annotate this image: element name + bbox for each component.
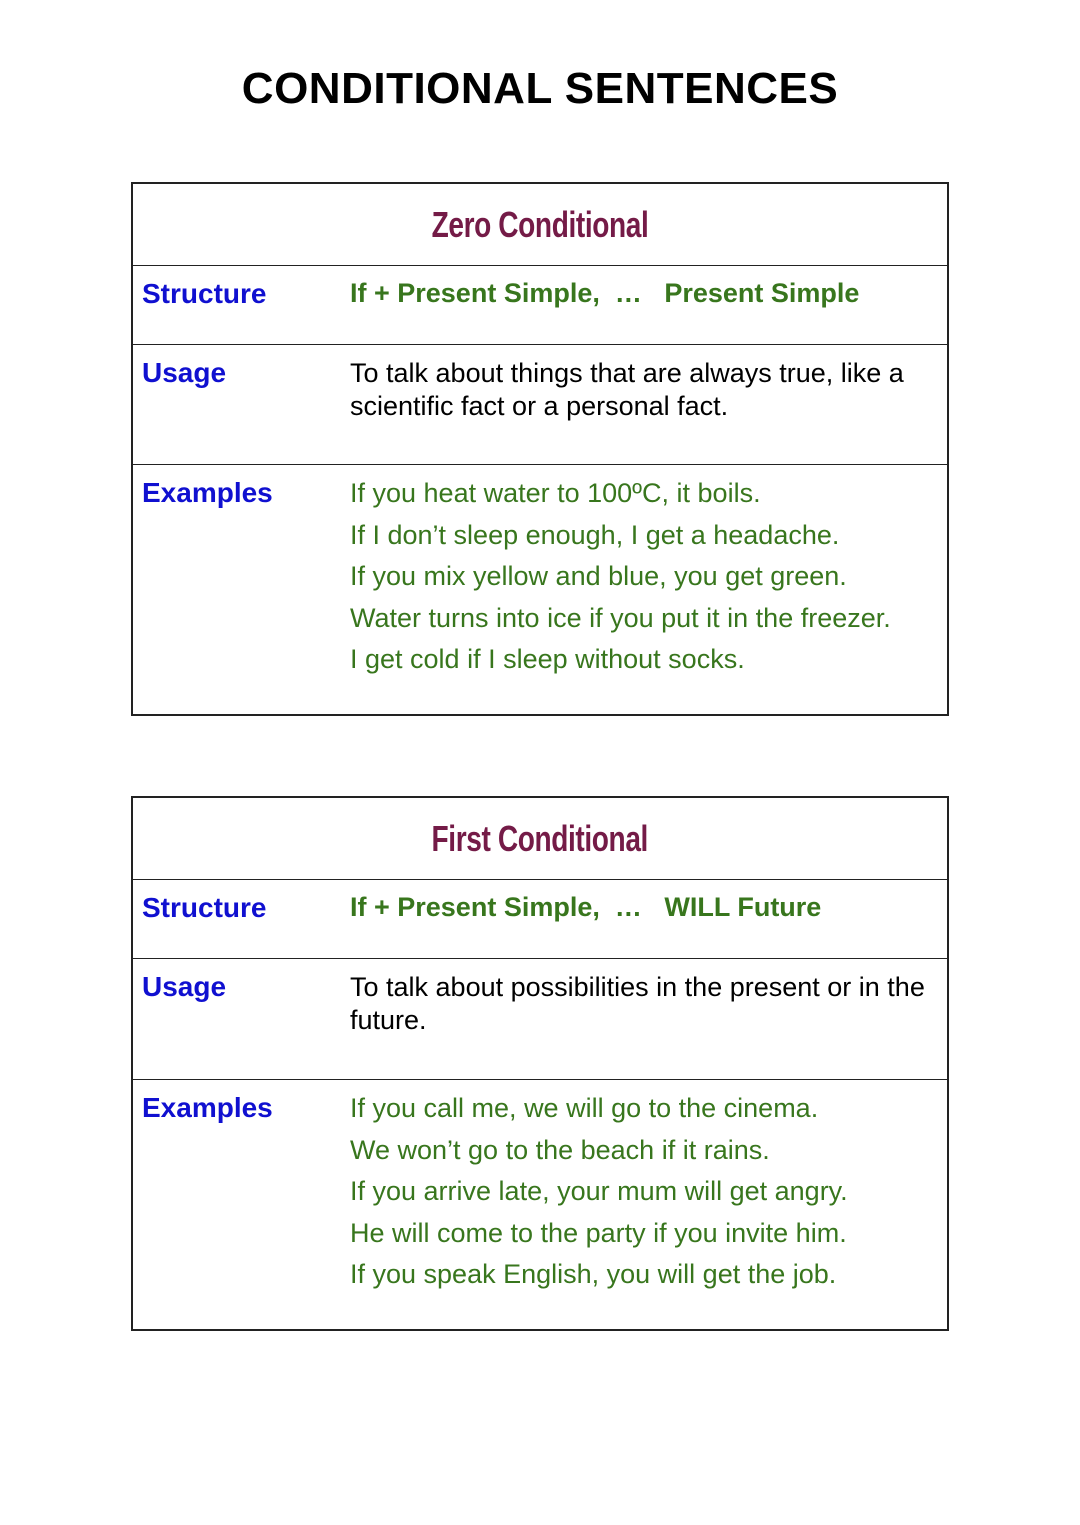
usage-label: Usage (142, 357, 227, 388)
table-title: Zero Conditional (431, 203, 649, 245)
examples-row (133, 1079, 947, 1329)
example-sentence: If you heat water to 100ºC, it boils. (350, 478, 761, 508)
first-conditional-table (131, 796, 949, 1331)
usage-row (133, 958, 947, 1079)
examples-row (133, 464, 947, 714)
structure-formula: If + Present Simple, … Present Simple (350, 278, 860, 308)
structure-formula: If + Present Simple, … WILL Future (350, 892, 822, 922)
table-title-row (133, 184, 947, 265)
example-sentence: I get cold if I sleep without socks. (350, 644, 745, 674)
structure-label: Structure (142, 892, 267, 923)
structure-label: Structure (142, 278, 267, 309)
page-title: CONDITIONAL SENTENCES (241, 64, 839, 113)
structure-row (133, 265, 947, 344)
example-sentence: If I don’t sleep enough, I get a headache. (350, 519, 840, 550)
examples-label: Examples (142, 1092, 273, 1123)
example-sentence: If you speak English, you will get the job. (350, 1259, 837, 1289)
examples-label: Examples (142, 477, 273, 508)
zero-conditional-table (131, 182, 949, 716)
structure-row (133, 879, 947, 958)
examples-list (350, 473, 927, 681)
usage-label: Usage (142, 971, 227, 1002)
table-title-row (133, 798, 947, 879)
usage-row (133, 344, 947, 464)
usage-text: To talk about possibilities in the present or in the future. (350, 972, 925, 1035)
example-sentence: If you mix yellow and blue, you get green. (350, 561, 847, 591)
example-sentence: Water turns into ice if you put it in the freezer. (350, 602, 891, 633)
examples-list (350, 1088, 927, 1296)
example-sentence: We won’t go to the beach if it rains. (350, 1134, 770, 1165)
example-sentence: He will come to the party if you invite him. (350, 1217, 847, 1248)
example-sentence: If you call me, we will go to the cinema. (350, 1093, 819, 1123)
table-title: First Conditional (431, 817, 649, 859)
usage-text: To talk about things that are always true, like a scientific fact or a personal fact. (350, 358, 904, 421)
example-sentence: If you arrive late, your mum will get angry. (350, 1176, 848, 1206)
